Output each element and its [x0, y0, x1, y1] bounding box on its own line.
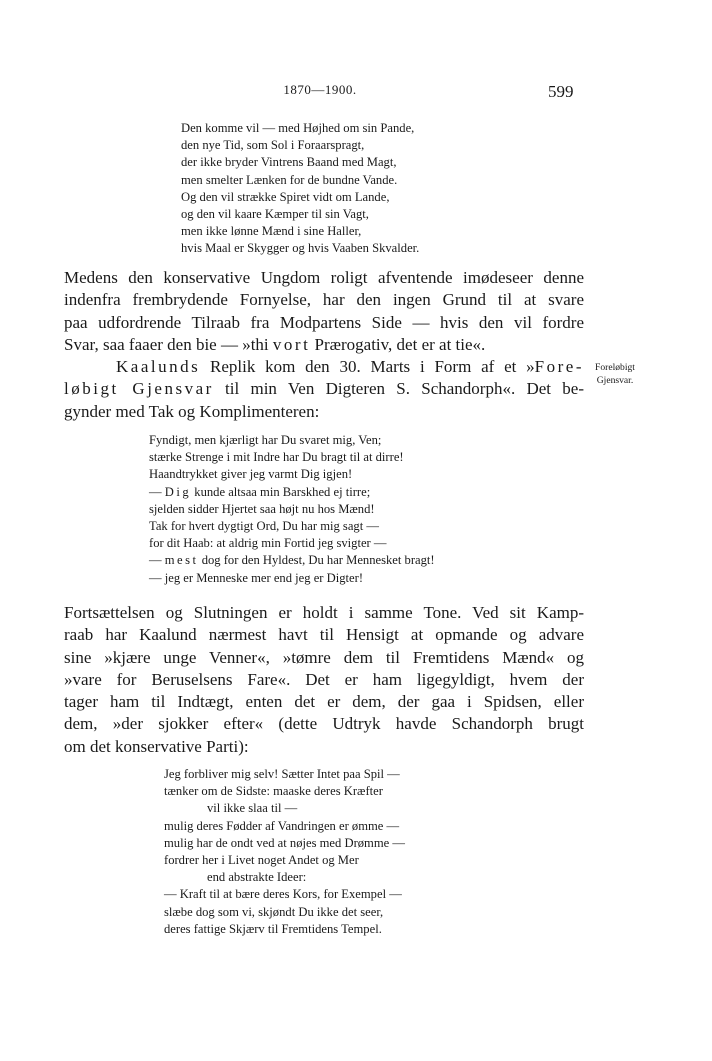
prose-line: paa udfordrende Tilraab fra Modpartens Side — hvis den vil fordre — [64, 312, 584, 332]
verse-block-1 — [181, 120, 419, 258]
verse-line: Og den vil strække Spiret vidt om Lande, — [181, 189, 390, 204]
verse-line: Jeg forbliver mig selv! Sætter Intet paa Spil — — [164, 767, 400, 781]
verse-line: fordrer her i Livet noget Andet og Mer — [164, 852, 359, 867]
prose-line: Svar, saa faaer den bie — »thi vort Prærogativ, det er at tie«. — [64, 334, 486, 354]
verse-line: men smelter Lænken for de bundne Vande. — [181, 172, 398, 187]
verse-line: deres fattige Skjærv til Fremtidens Tempel. — [164, 921, 382, 936]
prose-line: raab har Kaalund nærmest havt til Hensigt at opmande og advare — [64, 625, 584, 645]
verse-line: den nye Tid, som Sol i Foraarspragt, — [181, 138, 365, 153]
prose-line: Fortsættelsen og Slutningen er holdt i samme Tone. Ved sit Kamp- — [64, 603, 584, 622]
verse-line: tænker om de Sidste: maaske deres Kræfter — [164, 784, 383, 799]
verse-line: — Kraft til at bære deres Kors, for Exempel — — [164, 887, 402, 902]
verse-line: Tak for hvert dygtigt Ord, Du har mig sagt — — [149, 518, 379, 533]
verse-block-2 — [149, 432, 435, 587]
verse-line: stærke Strenge i mit Indre har Du bragt til at dirre! — [149, 450, 404, 465]
verse-line: mulig har de ondt ved at nøjes med Drømme — — [164, 835, 405, 850]
verse-block-3 — [164, 766, 405, 938]
verse-line: Haandtrykket giver jeg varmt Dig igjen! — [149, 467, 353, 482]
prose-line: sine »kjære unge Venner«, »tømre dem til Fremtidens Mænd« og — [64, 647, 584, 667]
paragraph-3 — [64, 602, 584, 758]
prose-line: »vare for Beruselsens Fare«. Det er ham ligegyldigt, hvem der — [64, 669, 584, 689]
verse-line: der ikke bryder Vintrens Baand med Magt, — [181, 155, 397, 170]
verse-line: Den komme vil — med Højhed om sin Pande, — [181, 121, 415, 135]
verse-line: end abstrakte Ideer: — [207, 870, 307, 885]
prose-line: Kaalunds Replik kom den 30. Marts i Form af et »Fore- — [116, 357, 584, 377]
margin-note: Foreløbigt Gjensvar. — [595, 362, 635, 386]
verse-line: vil ikke slaa til — — [207, 801, 298, 816]
verse-line: slæbe dog som vi, skjøndt Du ikke det seer, — [164, 904, 384, 919]
verse-line: og den vil kaare Kæmper til sin Vagt, — [181, 206, 369, 221]
prose-line: indenfra frembrydende Fornyelse, har den ingen Grund til at svare — [64, 290, 584, 310]
page-number: 599 — [548, 82, 574, 101]
prose-line: Medens den konservative Ungdom roligt afventende imødeseer denne — [64, 268, 584, 287]
verse-line: Fyndigt, men kjærligt har Du svaret mig, Ven; — [149, 433, 382, 447]
prose-line: tager ham til Indtægt, enten det er dem, der gaa i Spidsen, eller — [64, 692, 584, 712]
verse-line: — Dig kunde altsaa min Barskhed ej tirre; — [149, 484, 371, 499]
running-header: 1870—1900. — [283, 82, 357, 97]
verse-line: — jeg er Menneske mer end jeg er Digter! — [149, 570, 364, 585]
verse-line: sjelden sidder Hjertet saa højt nu hos Mænd! — [149, 501, 375, 516]
prose-line: dem, »der sjokker efter« (dette Udtryk havde Schandorph brugt — [64, 714, 584, 734]
prose-line: om det konservative Parti): — [64, 736, 249, 756]
prose-line: løbigt Gjensvar til min Ven Digteren S. Schandorph«. Det be- — [64, 379, 584, 399]
prose-line: gynder med Tak og Komplimenteren: — [64, 401, 320, 421]
verse-line: men ikke lønne Mænd i sine Haller, — [181, 224, 362, 239]
verse-line: — mest dog for den Hyldest, Du har Mennesket bragt! — [149, 553, 435, 568]
paragraph-1 — [64, 267, 584, 423]
verse-line: mulig deres Fødder af Vandringen er ømme — — [164, 818, 400, 833]
verse-line: hvis Maal er Skygger og hvis Vaaben Skvalder. — [181, 241, 420, 256]
verse-line: for dit Haab: at aldrig min Fortid jeg svigter — — [149, 536, 387, 551]
